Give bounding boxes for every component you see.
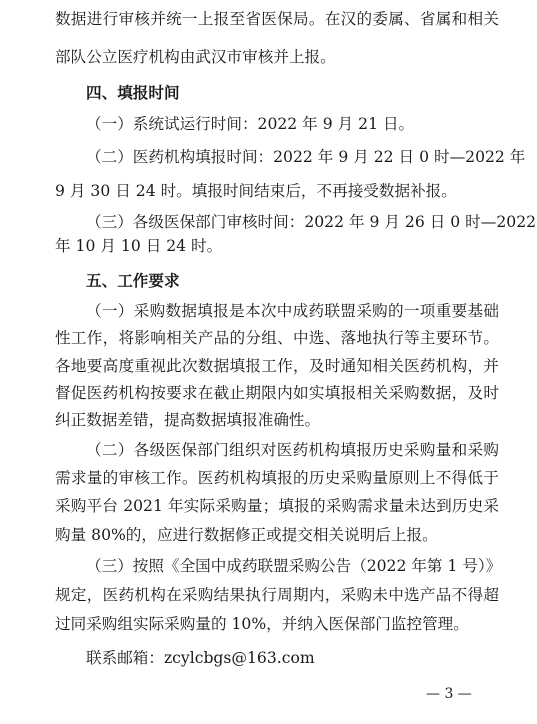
text-line: 督促医药机构按要求在截止期限内如实填报相关采购数据，及时 <box>55 384 499 402</box>
text-line: （三）各级医保部门审核时间：2022 年 9 月 26 日 0 时—2022 <box>86 213 537 231</box>
text-line: 9 月 30 日 24 时。填报时间结束后，不再接受数据补报。 <box>55 182 457 200</box>
section-heading-5: 五、工作要求 <box>86 272 180 290</box>
text-line: （三）按照《全国中成药联盟采购公告（2022 年第 1 号）》 <box>86 557 502 575</box>
text-line: 需求量的审核工作。医药机构填报的历史采购量原则上不得低于 <box>55 469 499 487</box>
text-line: （一）系统试运行时间：2022 年 9 月 21 日。 <box>86 115 415 133</box>
text-line: 性工作，将影响相关产品的分组、中选、落地执行等主要环节。 <box>55 329 499 347</box>
page-number: — 3 — <box>426 686 472 702</box>
text-line: 纠正数据差错，提高数据填报准确性。 <box>55 411 321 429</box>
text-line: 规定，医药机构在采购结果执行周期内，采购未中选产品不得超 <box>55 586 499 604</box>
text-line: 各地要高度重视此次数据填报工作，及时通知相关医药机构，并 <box>55 357 499 375</box>
text-line: 采购平台 2021 年实际采购量；填报的采购需求量未达到历史采 <box>55 497 499 515</box>
text-line: 部队公立医疗机构由武汉市审核并上报。 <box>55 48 336 66</box>
section-heading-4: 四、填报时间 <box>86 84 180 102</box>
text-line: （一）采购数据填报是本次中成药联盟采购的一项重要基础 <box>86 302 499 320</box>
text-line: 购量 80%的，应进行数据修正或提交相关说明后上报。 <box>55 526 438 544</box>
text-line: （二）各级医保部门组织对医药机构填报历史采购量和采购 <box>86 441 499 459</box>
text-line: 过同采购组实际采购量的 10%，并纳入医保部门监控管理。 <box>55 615 469 633</box>
text-line: （二）医药机构填报时间：2022 年 9 月 22 日 0 时—2022 年 <box>86 148 526 166</box>
text-line: 数据进行审核并统一上报至省医保局。在汉的委属、省属和相关 <box>55 10 499 28</box>
text-line: 年 10 月 10 日 24 时。 <box>55 237 223 255</box>
contact-email: 联系邮箱：zcylcbgs@163.com <box>86 649 315 667</box>
